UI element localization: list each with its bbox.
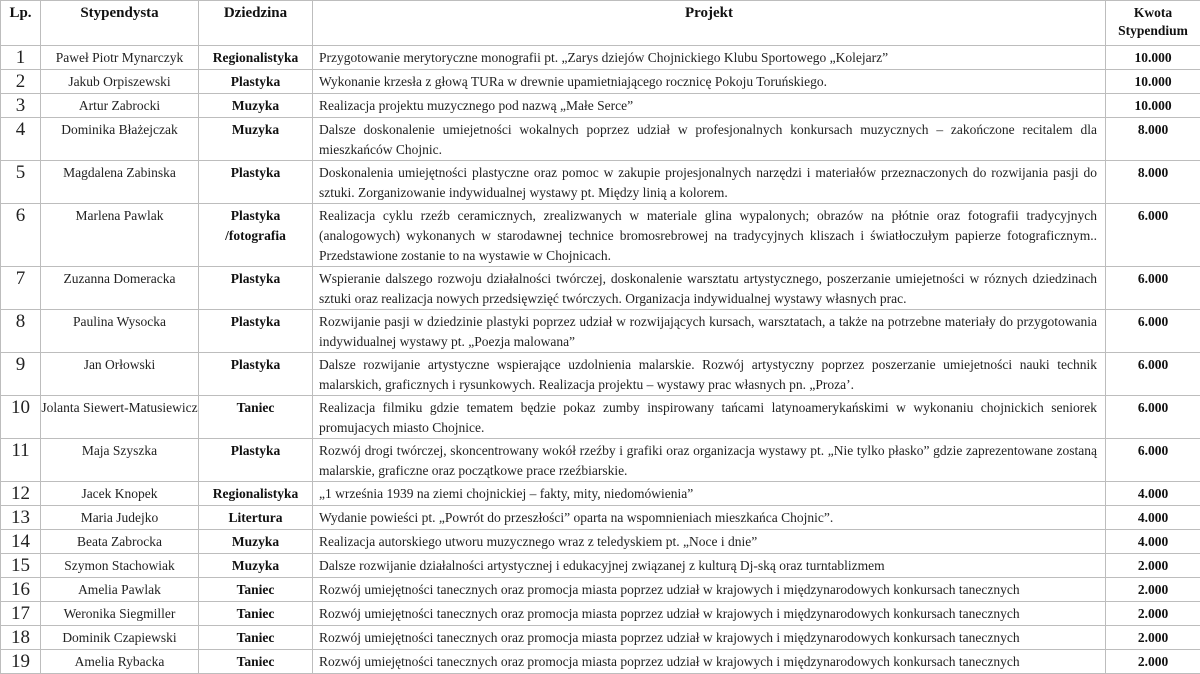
row-project: Dalsze rozwijanie artystyczne wspierające uzdolnienia malarskie. Rozwój artystyczny poprzez poszerzanie umiejetności nauki technik malarskich, graficznych i rysunkowych. Realizacja projektu – wystawy prac własnych pn. „Proza’. <box>313 353 1106 396</box>
row-name: Artur Zabrocki <box>41 94 199 118</box>
row-domain: Taniec <box>199 578 313 602</box>
row-project: Rozwój umiejętności tanecznych oraz promocja miasta poprzez udział w krajowych i międzynarodowych konkursach tanecznych <box>313 626 1106 650</box>
table-row <box>1 161 1200 204</box>
row-name: Maria Judejko <box>41 506 199 530</box>
row-name: Marlena Pawlak <box>41 204 199 267</box>
row-domain: Plastyka <box>199 161 313 204</box>
row-project: „1 września 1939 na ziemi chojnickiej – fakty, mity, niedomówienia” <box>313 482 1106 506</box>
row-amount: 10.000 <box>1106 46 1200 70</box>
table-row <box>1 439 1200 482</box>
row-lp: 18 <box>1 626 41 650</box>
table-row <box>1 353 1200 396</box>
table-row <box>1 46 1200 70</box>
row-amount: 4.000 <box>1106 530 1200 554</box>
table-row <box>1 94 1200 118</box>
row-domain: Plastyka <box>199 353 313 396</box>
row-name: Jan Orłowski <box>41 353 199 396</box>
row-domain: Muzyka <box>199 554 313 578</box>
row-amount: 8.000 <box>1106 118 1200 161</box>
row-domain: Taniec <box>199 626 313 650</box>
row-domain: Plastyka <box>199 267 313 310</box>
row-lp: 7 <box>1 267 41 310</box>
row-project: Dalsze rozwijanie działalności artystycznej i edukacyjnej związanej z kulturą Dj-ską oraz turntablizmem <box>313 554 1106 578</box>
row-lp: 1 <box>1 46 41 70</box>
row-amount: 10.000 <box>1106 94 1200 118</box>
row-amount: 6.000 <box>1106 204 1200 267</box>
row-lp: 4 <box>1 118 41 161</box>
row-domain: Plastyka /fotografia <box>199 204 313 267</box>
row-amount: 4.000 <box>1106 506 1200 530</box>
row-domain: Regionalistyka <box>199 46 313 70</box>
table-row <box>1 578 1200 602</box>
row-domain: Taniec <box>199 396 313 439</box>
row-lp: 15 <box>1 554 41 578</box>
row-name: Jacek Knopek <box>41 482 199 506</box>
row-name: Amelia Pawlak <box>41 578 199 602</box>
row-amount: 2.000 <box>1106 554 1200 578</box>
row-amount: 2.000 <box>1106 626 1200 650</box>
row-amount: 6.000 <box>1106 267 1200 310</box>
table-row <box>1 482 1200 506</box>
row-name: Paweł Piotr Mynarczyk <box>41 46 199 70</box>
row-name: Szymon Stachowiak <box>41 554 199 578</box>
row-project: Wydanie powieści pt. „Powrót do przeszłości” oparta na wspomnieniach mieszkańca Chojnic”. <box>313 506 1106 530</box>
row-project: Rozwój drogi twórczej, skoncentrowany wokół rzeźby i grafiki oraz organizacja wystawy pt. „Nie tylko płasko” gdzie zaprezentowane zostaną malarskie, graficzne oraz początkowe prace rzeźbiarskie. <box>313 439 1106 482</box>
row-amount: 6.000 <box>1106 396 1200 439</box>
row-name: Amelia Rybacka <box>41 650 199 674</box>
row-project: Przygotowanie merytoryczne monografii pt. „Zarys dziejów Chojnickiego Klubu Sportowego „Kolejarz” <box>313 46 1106 70</box>
row-lp: 8 <box>1 310 41 353</box>
row-name: Dominika Błażejczak <box>41 118 199 161</box>
row-project: Rozwijanie pasji w dziedzinie plastyki poprzez udział w rozwijających kursach, warsztatach, a także na potrzebne materiały do przygotowania indywidualnej wystawy pt. „Poezja malowana” <box>313 310 1106 353</box>
row-lp: 12 <box>1 482 41 506</box>
row-lp: 9 <box>1 353 41 396</box>
table-row <box>1 602 1200 626</box>
row-name: Magdalena Zabinska <box>41 161 199 204</box>
row-domain: Plastyka <box>199 310 313 353</box>
table-row <box>1 626 1200 650</box>
row-amount: 6.000 <box>1106 310 1200 353</box>
table-row <box>1 204 1200 267</box>
row-domain: Taniec <box>199 602 313 626</box>
row-lp: 6 <box>1 204 41 267</box>
row-name: Paulina Wysocka <box>41 310 199 353</box>
header-project: Projekt <box>313 1 1106 46</box>
table-row <box>1 396 1200 439</box>
row-lp: 10 <box>1 396 41 439</box>
row-domain: Muzyka <box>199 94 313 118</box>
row-domain: Regionalistyka <box>199 482 313 506</box>
table-row <box>1 650 1200 674</box>
row-lp: 17 <box>1 602 41 626</box>
row-project: Wykonanie krzesła z głową TURa w drewnie upamietniającego rocznicę Pokoju Toruńskiego. <box>313 70 1106 94</box>
header-domain: Dziedzina <box>199 1 313 46</box>
row-amount: 2.000 <box>1106 602 1200 626</box>
header-name: Stypendysta <box>41 1 199 46</box>
row-project: Rozwój umiejętności tanecznych oraz promocja miasta poprzez udział w krajowych i międzynarodowych konkursach tanecznych <box>313 650 1106 674</box>
row-domain: Muzyka <box>199 530 313 554</box>
row-amount: 8.000 <box>1106 161 1200 204</box>
row-lp: 13 <box>1 506 41 530</box>
row-domain: Litertura <box>199 506 313 530</box>
row-project: Dalsze doskonalenie umiejetności wokalnych poprzez udział w profesjonalnych konkursach muzycznych – zakończone recitalem dla mieszkańców Chojnic. <box>313 118 1106 161</box>
row-project: Realizacja autorskiego utworu muzycznego wraz z teledyskiem pt. „Noce i dnie” <box>313 530 1106 554</box>
row-lp: 14 <box>1 530 41 554</box>
header-amount: Kwota Stypendium <box>1106 1 1200 46</box>
row-lp: 5 <box>1 161 41 204</box>
row-project: Wspieranie dalszego rozwoju działalności twórczej, doskonalenie warsztatu artystycznego, poszerzanie umiejetności w róznych dziedzinach sztuki oraz realizacja nowych przedsięwzięć twórczych. Organizacja indywidualnej wystawy własnych prac. <box>313 267 1106 310</box>
row-amount: 4.000 <box>1106 482 1200 506</box>
table-row <box>1 267 1200 310</box>
row-name: Jakub Orpiszewski <box>41 70 199 94</box>
row-project: Realizacja cyklu rzeźb ceramicznych, zrealizwanych w materiale glina wypalonych; obrazów na płótnie oraz fotografii tradycyjnych (analogowych) wykonanych w starodawnej technice bromosrebrowej na tradycyjnych kliszach i światłoczułym papierze fotograficznym.. Przedstawione zostanie to na wystawie w Chojnicach. <box>313 204 1106 267</box>
row-name: Jolanta Siewert-Matusiewicz <box>41 396 199 439</box>
row-domain: Taniec <box>199 650 313 674</box>
table-row <box>1 554 1200 578</box>
row-project: Rozwój umiejętności tanecznych oraz promocja miasta poprzez udział w krajowych i międzynarodowych konkursach tanecznych <box>313 602 1106 626</box>
header-row <box>1 1 1200 46</box>
row-amount: 10.000 <box>1106 70 1200 94</box>
row-amount: 6.000 <box>1106 353 1200 396</box>
row-lp: 3 <box>1 94 41 118</box>
row-name: Beata Zabrocka <box>41 530 199 554</box>
table-row <box>1 70 1200 94</box>
row-lp: 19 <box>1 650 41 674</box>
table-row <box>1 506 1200 530</box>
row-lp: 11 <box>1 439 41 482</box>
row-amount: 2.000 <box>1106 650 1200 674</box>
row-name: Maja Szyszka <box>41 439 199 482</box>
row-amount: 6.000 <box>1106 439 1200 482</box>
table-row <box>1 530 1200 554</box>
row-name: Weronika Siegmiller <box>41 602 199 626</box>
row-name: Zuzanna Domeracka <box>41 267 199 310</box>
row-project: Realizacja projektu muzycznego pod nazwą „Małe Serce” <box>313 94 1106 118</box>
table-row <box>1 118 1200 161</box>
row-project: Doskonalenia umiejętności plastyczne oraz pomoc w zakupie projesjonalnych narzędzi i materiałów przeznaczonych do rozwijania pasji do sztuki. Zorganizowanie indywidualnej wystawy pt. Między linią a kolorem. <box>313 161 1106 204</box>
header-lp: Lp. <box>1 1 41 46</box>
row-domain: Plastyka <box>199 70 313 94</box>
row-amount: 2.000 <box>1106 578 1200 602</box>
row-lp: 2 <box>1 70 41 94</box>
table-row <box>1 310 1200 353</box>
row-lp: 16 <box>1 578 41 602</box>
row-domain: Plastyka <box>199 439 313 482</box>
row-name: Dominik Czapiewski <box>41 626 199 650</box>
row-domain: Muzyka <box>199 118 313 161</box>
row-project: Realizacja filmiku gdzie tematem będzie pokaz zumby inspirowany tańcami latynoamerykańskimi w wykonaniu chojnickich seniorek promujacych miasto Chojnice. <box>313 396 1106 439</box>
row-project: Rozwój umiejętności tanecznych oraz promocja miasta poprzez udział w krajowych i międzynarodowych konkursach tanecznych <box>313 578 1106 602</box>
